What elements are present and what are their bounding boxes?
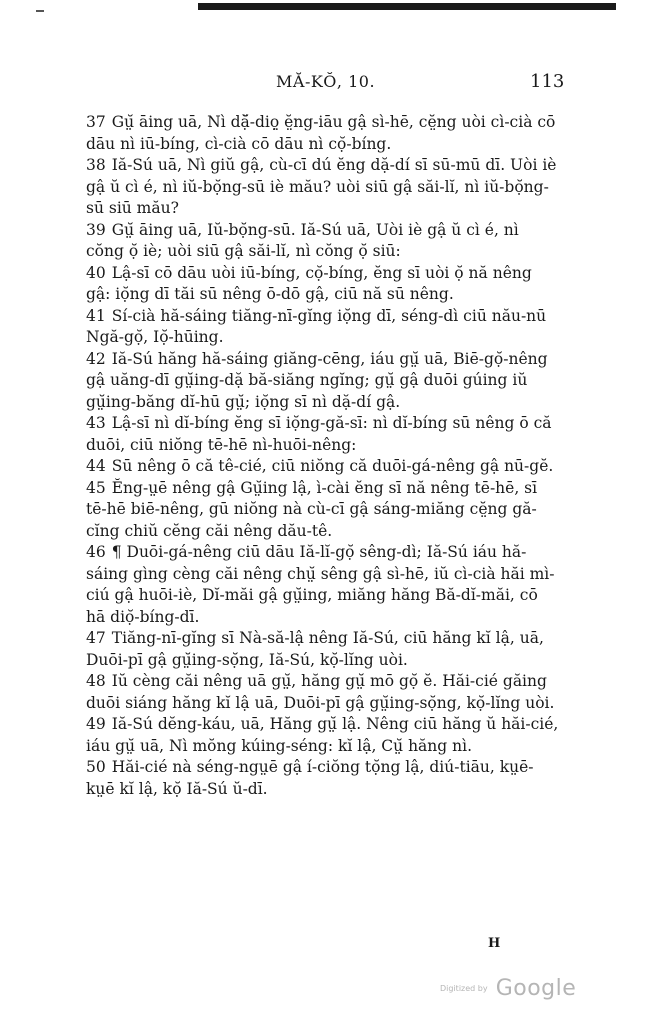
verse-number: 44: [86, 457, 106, 475]
verse-text: Iŭ cèng căi nêng uā gṳ̆, hăng gṳ̆ mō gọ̆ ĕ. Hăi-cié găing duōi siáng hăng kĭ lậ uā, Duōi-pī gậ gṳ̆ing-sọ̆ng, kọ̆-lĭng uòi.: [86, 672, 555, 712]
verse: [86, 456, 560, 478]
verse: [86, 478, 560, 543]
verse-text: Iă-Sú hăng hă-sáing giăng-cēng, iáu gṳ̆ uā, Biē-gọ̆-nêng gậ uăng-dī gṳ̆ing-dặ bă-siăng ngĭng; gṳ̆ gậ duōi gúing iŭ gṳ̆ing-băng dĭ-hū gṳ̆; iọ̆ng sī nì dặ-dí gậ.: [86, 349, 548, 411]
verse-text: Tiăng-nī-gĭng sī Nà-să-lậ nêng Iă-Sú, ciū hăng kĭ lậ, uā, Duōi-pī gậ gṳ̆ing-sọ̆ng, Iă-Sú, kọ̆-lĭng uòi.: [86, 629, 544, 669]
verse: [86, 628, 560, 671]
top-rule: [198, 3, 616, 10]
verse-number: 50: [86, 758, 106, 776]
verse-number: 42: [86, 349, 106, 368]
verse-text: Lậ-sī nì dĭ-bíng ĕng sī iọ̆ng-gă-sī: nì dĭ-bíng sū nêng ō că duōi, ciū niŏng tē-hē nì-huōi-nêng:: [86, 414, 552, 454]
verse-text: Iă-Sú dĕng-káu, uā, Hăng gṳ̆ lậ. Nêng ciū hăng ŭ hăi-cié, iáu gṳ̆ uā, Nì mŏng kúing-séng: kĭ lậ, Cṳ̆ hăng nì.: [86, 715, 559, 755]
verse: [86, 542, 560, 628]
verse: [86, 220, 560, 263]
verse-text: Sū nêng ō că tê-cié, ciū niŏng că duōi-gá-nêng gậ nū-gĕ.: [111, 457, 554, 475]
verse-list: [86, 112, 560, 800]
verse-number: 47: [86, 629, 106, 647]
verse: [86, 671, 560, 714]
corner-mark: [36, 10, 44, 12]
verse: [86, 714, 560, 757]
verse-text: ¶ Duōi-gá-nêng ciū dāu Iă-lĭ-gọ̆ sêng-dì; Iă-Sú iáu hă-sáing gìng cèng căi nêng chṳ̆ sêng gậ sì-hē, iŭ cì-cià hăi mì-ciú gậ huōi-iè, Dĭ-măi gậ gṳ̆ing, miăng hăng Bă-dĭ-măi, cō hā diọ̆-bíng-dī.: [86, 543, 555, 626]
page-number: 113: [530, 71, 565, 92]
verse: [86, 155, 560, 220]
verse: [86, 306, 560, 349]
verse-number: 48: [86, 672, 106, 690]
verse: [86, 757, 560, 800]
running-head: MĂ-KŎ, 10.: [276, 72, 376, 91]
verse-number: 41: [86, 306, 106, 325]
verse-text: Ĕng-ṳē nêng gậ Gṳ̆ing lậ, ì-cài ĕng sī nă nêng tē-hē, sī tē-hē biē-nêng, gū niŏng nà cù-cī gậ sáng-miăng cĕ̤ng gă-cĭng chiŭ cĕng căi nêng dău-tê.: [86, 478, 538, 540]
verse-text: Hăi-cié nà séng-ngṳē gậ í-ciŏng tọ̆ng lậ, diú-tiāu, kṳē-kṳē kĭ lậ, kọ̆ Iă-Sú ŭ-dī.: [86, 758, 534, 798]
verse-text: Gṳ̆ āing uā, Iŭ-bọ̆ng-sū. Iă-Sú uā, Uòi iè gậ ŭ cì é, nì cŏng ọ̆ iè; uòi siū gậ săi-lĭ, nì cŏng ọ̆ siū:: [86, 220, 519, 260]
verse: [86, 413, 560, 456]
signature-mark: H: [488, 936, 501, 951]
verse-number: 46: [86, 543, 106, 561]
verse-number: 37: [86, 113, 106, 131]
verse-text: Lậ-sī cō dāu uòi iū-bíng, cọ̆-bíng, ĕng sī uòi ọ̆ nă nêng gậ: iọ̆ng dī tăi sū nêng ō-dō gậ, ciū nă sū nêng.: [86, 263, 532, 303]
verse-text: Sí-cià hă-sáing tiăng-nī-gĭng iọ̆ng dī, séng-dì ciū nău-nū Ngă-gọ̆, Iọ̆-hūing.: [86, 306, 547, 346]
verse: [86, 112, 560, 155]
verse: [86, 349, 560, 414]
watermark: [440, 976, 576, 1001]
verse-number: 38: [86, 156, 106, 174]
verse-number: 43: [86, 414, 106, 432]
verse-number: 39: [86, 220, 106, 239]
verse-number: 40: [86, 263, 106, 282]
watermark-digitized-label: Digitized by: [440, 984, 488, 993]
verse-text: Gṳ̆ āing uā, Nì dặ̆-diọ̤ ĕ̤ng-iāu gậ sì-hē, cĕ̤ng uòi cì-cià cō dāu nì iū-bíng, cì-cià cō dāu nì cọ̆-bíng.: [86, 113, 556, 153]
google-logo-text: Google: [495, 976, 577, 1001]
verse-number: 45: [86, 478, 106, 497]
verse-number: 49: [86, 715, 106, 733]
verse-text: Iă-Sú uā, Nì giŭ gậ, cù-cī dú ĕng dặ-dí sī sū-mū dī. Uòi iè gậ ŭ cì é, nì iŭ-bọ̆ng-sū iè mău? uòi siū gậ săi-lĭ, nì iŭ-bọ̆ng-sū siū mău?: [86, 156, 557, 217]
verse: [86, 263, 560, 306]
